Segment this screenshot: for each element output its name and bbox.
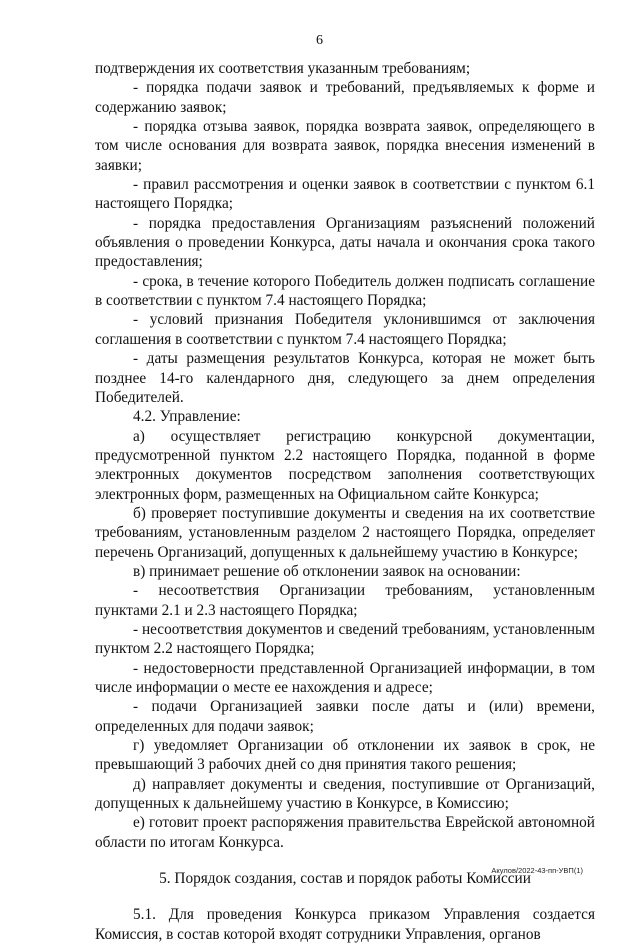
paragraph: - несоответствия Организации требованиям, установленным пунктами 2.1 и 2.3 настоящего Порядка;: [95, 582, 595, 619]
paragraph: - правил рассмотрения и оценки заявок в соответствии с пунктом 6.1 настоящего Порядка;: [95, 176, 595, 213]
paragraph: б) проверяет поступившие документы и сведения на их соответствие требованиям, установленным разделом 2 настоящего Порядка, определяет перечень Организаций, допущенных к дальнейшему участию в Конкурсе;: [95, 504, 595, 561]
paragraph: а) осуществляет регистрацию конкурсной документации, предусмотренной пунктом 2.2 настоящего Порядка, поданной в форме электронных документов посредством заполнения соответствующих электронных форм, размещенных на Официальном сайте Конкурса;: [95, 427, 595, 503]
paragraph: подтверждения их соответствия указанным требованиям;: [95, 60, 471, 77]
section-heading: 5. Порядок создания, состав и порядок работы Комиссии: [159, 870, 531, 888]
paragraph: - порядка отзыва заявок, порядка возврата заявок, определяющего в том числе основания для возврата заявок, порядка внесения изменений в заявки;: [95, 118, 595, 174]
paragraph: г) уведомляет Организации об отклонении их заявок в срок, не превышающий 3 рабочих дней со дня принятия такого решения;: [95, 737, 595, 774]
document-body: [95, 59, 595, 944]
paragraph: е) готовит проект распоряжения правительства Еврейской автономной области по итогам Конкурса.: [95, 814, 595, 851]
page-number: 6: [316, 33, 323, 48]
paragraph: - подачи Организацией заявки после даты и (или) времени, определенных для подачи заявок;: [95, 698, 595, 735]
paragraph: - порядка подачи заявок и требований, предъявляемых к форме и содержанию заявок;: [95, 79, 595, 116]
paragraph: - недостоверности представленной Организацией информации, в том числе информации о месте ее нахождения и адресе;: [95, 659, 595, 696]
paragraph: - условий признания Победителя уклонившимся от заключения соглашения в соответствии с пунктом 7.4 настоящего Порядка;: [95, 311, 595, 348]
paragraph: 5.1. Для проведения Конкурса приказом Управления создается Комиссия, в состав которой входят сотрудники Управления, органов: [95, 906, 595, 943]
paragraph: - несоответствия документов и сведений требованиям, установленным пунктом 2.2 настоящего Порядка;: [95, 620, 595, 658]
clause-heading: 4.2. Управление:: [133, 408, 241, 426]
paragraph: - даты размещения результатов Конкурса, которая не может быть позднее 14-го календарного дня, следующего за днем определения Победителей.: [95, 350, 595, 406]
paragraph: в) принимает решение об отклонении заявок на основании:: [133, 562, 521, 580]
paragraph: - срока, в течение которого Победитель должен подписать соглашение в соответствии с пунктом 7.4 настоящего Порядка;: [95, 272, 595, 310]
paragraph: - порядка предоставления Организациям разъяснений положений объявления о проведении Конкурса, даты начала и окончания срока такого предоставления;: [95, 214, 595, 271]
document-code: Акулов/2022-43-пп-УВП(1): [491, 866, 583, 875]
paragraph: д) направляет документы и сведения, поступившие от Организаций, допущенных к дальнейшему участию в Конкурсе, в Комиссию;: [95, 775, 595, 813]
